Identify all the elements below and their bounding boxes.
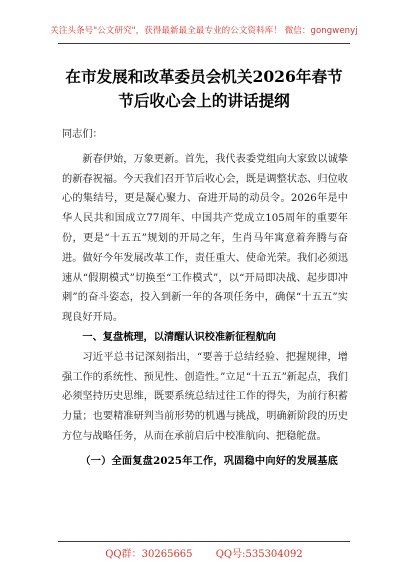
paragraph: 习近平总书记深刻指出，“要善于总结经验、把握规律，增强工作的系统性、预见性、创造性。”立足“十五五”新起点，我们必须坚持历史思维，既要系统总结过往工作的得失，为前行积蓄力量；也要精准研判当前形势的机遇与挑战，明确新阶段的历史方位与战略任务，从而在承前启后中校准航向、把稳舵盘。 <box>62 351 348 442</box>
title-line-2: 节后收心会上的讲话提纲 <box>118 91 290 110</box>
document-title <box>40 65 368 113</box>
footer-qq: QQ号:535304092 <box>215 549 303 560</box>
salutation: 同志们： <box>62 129 103 140</box>
footer <box>0 545 408 560</box>
document-body <box>62 125 348 472</box>
footer-qq-group: QQ群：30265665 <box>105 549 193 560</box>
title-line-1: 在市发展和改革委员会机关2026年春节 <box>65 67 343 86</box>
header-divider <box>58 43 350 44</box>
paragraph: 新春伊始，万象更新。首先，我代表委党组向大家致以诚挚的新春祝福。今天我们召开节后收心会，既是调整状态、归位收心的集结号，更是凝心聚力、奋进开局的动员令。2026年是中华人民共和国成立77周年、中国共产党成立105周年的重要年份，更是“十五五”规划的开局之年，生肖马年寓意着奔腾与奋进。做好今年发展改革工作，责任重大、使命光荣。我们必须迅速从“假期模式”切换至“工作模式”，以“开局即决战、起步即冲刺”的奋斗姿态，投入到新一年的各项任务中，确保“十五五”实现良好开局。 <box>62 153 348 324</box>
section-heading: 一、复盘梳理，以清醒认识校准新征程航向 <box>82 330 276 343</box>
footer-divider <box>58 541 350 542</box>
subsection-heading: （一）全面复盘2025年工作，巩固稳中向好的发展基底 <box>80 454 339 467</box>
header-notice: 关注头条号"公文研究"，获得最新最全最专业的公文资料库！ 微信：gongwenyj <box>50 26 358 36</box>
